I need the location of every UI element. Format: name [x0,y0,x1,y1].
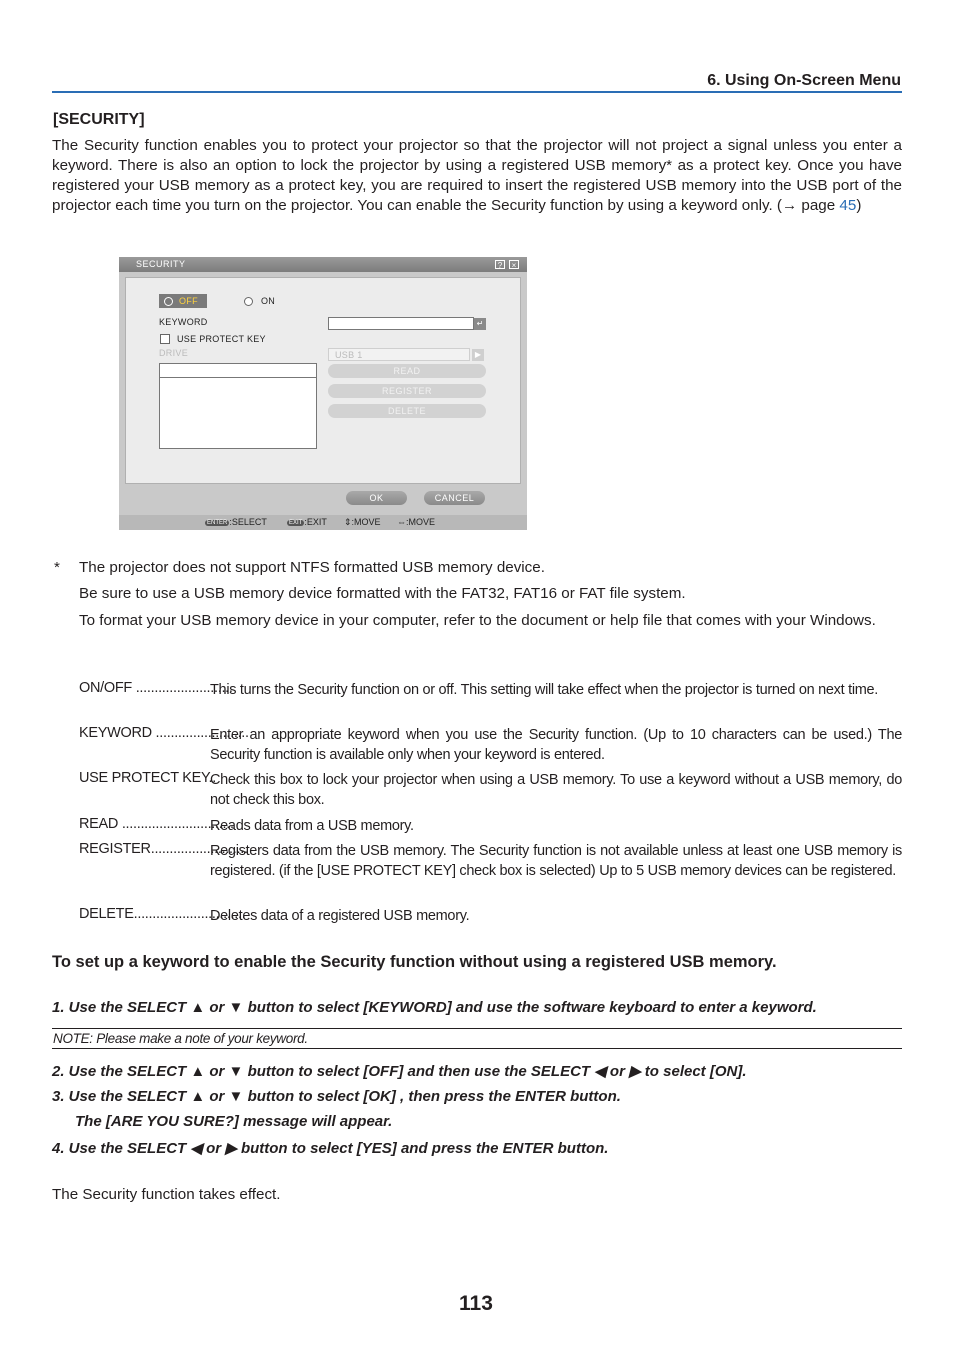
usb-memory-list[interactable] [159,363,317,449]
on-radio[interactable] [244,297,253,306]
procedure-heading: To set up a keyword to enable the Security function without using a registered USB memory. [52,953,777,971]
menu-title-bar [119,257,527,272]
step-1: 1. Use the SELECT ▲ or ▼ button to select [KEYWORD] and use the software keyboard to enter a keyword. [52,999,817,1016]
arrow-icon: → [782,197,798,214]
procedure-result: The Security function takes effect. [52,1186,281,1203]
def-term-read: READ .............................. [79,816,234,832]
close-icon[interactable]: × [509,260,519,269]
on-label: ON [261,296,276,306]
drive-label: DRIVE [159,348,189,358]
footnote-line-2: Be sure to use a USB memory device formatted with the FAT32, FAT16 or FAT file system. [79,585,686,602]
def-term-delete: DELETE.............................. [79,906,246,922]
def-desc-read: Reads data from a USB memory. [210,818,414,834]
intro-paragraph [52,136,902,216]
def-term-register: REGISTER.......................... [79,841,248,857]
def-desc-on-off: This turns the Security function on or off. This setting will take effect when the projector is turned on next time. [210,682,879,698]
use-protect-key-label: USE PROTECT KEY [177,334,266,344]
cancel-button[interactable]: CANCEL [424,491,485,505]
footer-move-vertical-hint [344,517,381,528]
def-desc-keyword: Enter an appropriate keyword when you use the Security function. (Up to 10 characters can be used.) The Security function is available only when your keyword is entered. [210,727,902,763]
running-header: 6. Using On-Screen Menu [707,72,901,89]
off-radio[interactable] [164,297,173,306]
footer-select-hint [205,517,267,527]
menu-title: SECURITY [136,259,186,269]
security-menu-window [119,257,527,530]
def-desc-register: Registers data from the USB memory. The Security function is not available unless at least one USB memory is registered. (if the [USE PROTECT KEY] check box is selected) Up to 5 USB memory devices can be registered. [210,843,902,879]
footer-exit-hint [287,517,327,527]
header-rule [52,91,902,93]
def-term-use-protect-key: USE PROTECT KEY.. [79,770,216,786]
step-3-detail: The [ARE YOU SURE?] message will appear. [75,1113,393,1130]
register-button[interactable]: REGISTER [328,384,486,398]
drive-value: USB 1 [335,350,363,360]
def-term-keyword: KEYWORD ......................... [79,725,249,741]
ok-button[interactable]: OK [346,491,407,505]
keyword-input[interactable] [328,317,474,330]
page-word: page [797,197,840,214]
def-term-on-off: ON/OFF .......................... [79,680,233,696]
footer-move-horizontal-hint [397,517,435,527]
updown-arrow-icon: ⇕ [344,517,352,527]
intro-text: The Security function enables you to protect your projector so that the projector will not project a signal unless you enter a keyword. There is also an option to lock the projector by using a registered USB memory* as a protect key. Once you have registered your USB memory as a protect key, you are required to insert the registered USB memory into the USB port of the projector each time you turn on the projector. You can enable the Security function by using a keyword only. ( [52,137,902,214]
step-2: 2. Use the SELECT ▲ or ▼ button to select [OFF] and then use the SELECT ◀ or ▶ to select [ON]. [52,1063,747,1080]
exit-hint: :EXIT [304,517,327,527]
select-hint: :SELECT [229,517,267,527]
help-icon[interactable]: ? [495,260,505,269]
footnote-line-3: To format your USB memory device in your computer, refer to the document or help file that comes with your Windows. [79,612,876,629]
delete-button[interactable]: DELETE [328,404,486,418]
footnote-line-1: The projector does not support NTFS formatted USB memory device. [79,559,545,576]
move-hint-2: :MOVE [406,517,436,527]
def-desc-delete: Deletes data of a registered USB memory. [210,908,470,924]
page-number: 113 [459,1292,493,1315]
page-link[interactable]: 45 [839,197,857,214]
note-box [52,1028,902,1049]
drive-select[interactable] [328,348,470,361]
move-hint-1: :MOVE [351,517,381,527]
usb-memory-list-row[interactable] [160,364,316,378]
use-protect-key-checkbox[interactable] [160,334,170,344]
step-4: 4. Use the SELECT ◀ or ▶ button to select [YES] and press the ENTER button. [52,1140,609,1157]
intro-close: ) [856,197,862,214]
drive-arrow-icon[interactable]: ▶ [472,349,484,361]
keyword-label: KEYWORD [159,317,208,327]
leftright-arrow-icon: ⇔ [397,517,406,527]
enter-icon[interactable]: ↵ [474,318,486,330]
section-heading: [SECURITY] [53,111,145,128]
footnote-asterisk: * [54,559,60,576]
exit-badge-icon: EXIT [289,520,303,526]
off-label: OFF [179,296,198,306]
def-desc-use-protect-key: Check this box to lock your projector when using a USB memory. To use a keyword without a USB memory, do not check this box. [210,772,902,808]
enter-badge-icon: ENTER [207,520,228,526]
read-button[interactable]: READ [328,364,486,378]
note-text: NOTE: Please make a note of your keyword. [53,1031,308,1046]
step-3: 3. Use the SELECT ▲ or ▼ button to select [OK] , then press the ENTER button. [52,1088,621,1105]
menu-footer [119,515,527,530]
